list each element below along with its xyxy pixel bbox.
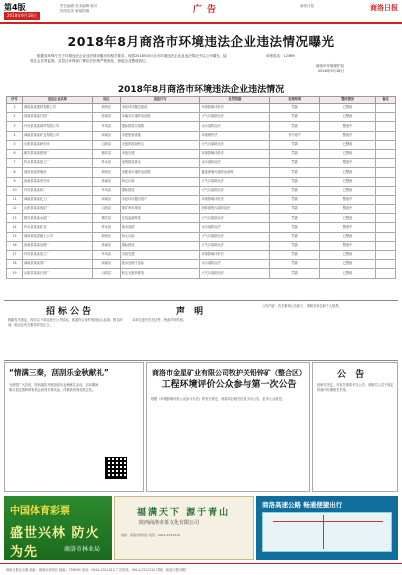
table-cell: 已整改 [320, 149, 376, 158]
tea-banner-line3: 地址：商洛市商州区 电话：0914-2312312 [121, 533, 181, 537]
table-cell: 11 [7, 195, 23, 204]
table-cell: 丹凤县 [92, 122, 120, 131]
table-cell: 已整改 [320, 186, 376, 195]
table-cell: 柞水县某某矿业 [22, 223, 92, 232]
table-cell: 17 [7, 251, 23, 260]
table-cell: 未落实污染防治设施 [120, 113, 200, 122]
table-cell: 整改中 [320, 241, 376, 250]
header-meta-line1: 责任编辑 美术编辑 校对 [60, 4, 98, 8]
table-cell: 10 [7, 186, 23, 195]
table-header-row [7, 97, 396, 104]
table-cell: 罚款 [270, 269, 320, 278]
table-cell: 山阳县 [92, 269, 120, 278]
table-cell: 洛南县某某石料厂 [22, 113, 92, 122]
table-cell: 商南县 [92, 195, 120, 204]
table-cell: 丹凤县某某加工厂 [22, 251, 92, 260]
col-header: 备注 [376, 97, 396, 104]
public-notice [312, 362, 398, 492]
table-cell: 大气污染防治法 [200, 214, 270, 223]
table-cell: 洛南县 [92, 113, 120, 122]
table-cell: 整改中 [320, 205, 376, 214]
right-notice-text: 公告内容：有关事项公告如下，请相关单位和个人知悉。 [262, 304, 342, 308]
table-cell: 2 [7, 113, 23, 122]
table-cell [376, 149, 396, 158]
table-cell [376, 104, 396, 113]
table-cell: 镇安县某某水泥厂 [22, 214, 92, 223]
newspaper-logo: 商洛日报 [370, 3, 398, 12]
table-cell: 柞水县 [92, 223, 120, 232]
divider [4, 360, 398, 361]
page-header [0, 0, 402, 24]
lottery-ad [4, 362, 144, 492]
col-header: 处罚依据 [200, 97, 270, 104]
table-cell: 19 [7, 269, 23, 278]
table-cell: 商洛某某养殖场 [22, 168, 92, 177]
table-cell [376, 186, 396, 195]
table-cell: 镇安县某某建材厂 [22, 149, 92, 158]
table-cell: 已整改 [320, 168, 376, 177]
table-cell: 未批先建 [120, 251, 200, 260]
page-footer: 商洛日报社出版 地址：商洛市商州区 邮编：726000 电话：0914-2312312 广告热线：0914-2312312 印刷：商洛日报印刷厂 [0, 563, 402, 575]
col-header: 整改情况 [320, 97, 376, 104]
table-cell: 超标排放 [120, 186, 200, 195]
table-cell: 镇安县 [92, 149, 120, 158]
table-cell: 商南县某某化工厂 [22, 195, 92, 204]
table-cell: 环境影响评价法 [200, 149, 270, 158]
col-header: 违法行为 [120, 97, 200, 104]
main-title: 2018年8月商洛市环境违法企业违法情况曝光 [67, 34, 335, 49]
col-header: 违法企业名称 [22, 97, 92, 104]
table-cell: 商南县某某矿业有限公司 [22, 131, 92, 140]
table-cell [376, 177, 396, 186]
environment-notice-title-line2: 工程环境评价公众参与第一次公告 [161, 380, 297, 390]
forest-fire-banner [4, 496, 112, 560]
section-label: 广 告 [192, 5, 218, 15]
violations-table [6, 96, 396, 279]
table-cell [376, 131, 396, 140]
table-cell: 已整改 [320, 232, 376, 241]
table-cell: 13 [7, 214, 23, 223]
table-cell: 未经环评擅自投产 [120, 195, 200, 204]
table-cell: 扬尘污染 [120, 232, 200, 241]
table-cell: 山阳县某某砂石场 [22, 140, 92, 149]
table-cell: 丹凤县某某砖厂 [22, 186, 92, 195]
table-cell: 罚款 [270, 159, 320, 168]
table-row [7, 269, 396, 278]
table-cell: 畜禽养殖污染防治条例 [200, 168, 270, 177]
table-cell: 罚款 [270, 122, 320, 131]
table-cell: 整改中 [320, 195, 376, 204]
table-cell: 水污染防治法 [200, 260, 270, 269]
table-cell: 5 [7, 140, 23, 149]
table-cell: 14 [7, 223, 23, 232]
intro-right-text: 举报电话：12369 [266, 54, 295, 58]
recruit-text: 根据有关规定，现对以下项目进行公开招标，欢迎符合条件的投标人参加。报名时间、地点及有关事项详见正文。 [8, 318, 123, 327]
table-cell: 大气污染防治法 [200, 113, 270, 122]
table-cell: 罚款 [270, 251, 320, 260]
table-cell: 无组织排放粉尘 [120, 140, 200, 149]
table-cell: 固体废物污染防治法 [200, 205, 270, 214]
table-cell: 水污染防治法 [200, 223, 270, 232]
table-cell: 已整改 [320, 140, 376, 149]
public-notice-text: 经研究决定，对有关事项予以公告，请相关人员于规定时间内办理相关手续。 [317, 383, 394, 392]
col-header: 序号 [7, 97, 23, 104]
page-number: 第4版 [4, 3, 26, 12]
table-cell: 扬尘污染 [120, 177, 200, 186]
table-cell: 已整改 [320, 269, 376, 278]
table-cell: 罚款 [270, 113, 320, 122]
table-cell: 废水处理不达标 [120, 260, 200, 269]
table-cell: 罚款 [270, 195, 320, 204]
table-cell [376, 214, 396, 223]
table-cell [376, 195, 396, 204]
tea-banner-line1: 福满天下 源于青山 [137, 508, 231, 518]
table-cell [376, 223, 396, 232]
table-cell: 已整改 [320, 260, 376, 269]
intro-text: 根据省环保厅关于环境违法企业违法情况曝光的相关要求，现将2018年8月全市环境违法企业及违法情况予以公开曝光，接受社会各界监督。各县区环保部门要依法依规严格查处，督促企业整改到位。 [30, 54, 227, 63]
signature-date: 2018年9月18日 [317, 69, 344, 73]
environment-notice-text: 根据《环境影响评价公众参与办法》的有关规定，现将项目相关信息予以公告，征求公众意见。 [151, 397, 285, 401]
table-row [7, 186, 396, 195]
table-cell: 罚款 [270, 232, 320, 241]
table-cell: 未批先建 [120, 149, 200, 158]
table-cell: 环境影响评价法 [200, 195, 270, 204]
table-row [7, 195, 396, 204]
table-cell: 未建配套设施 [120, 131, 200, 140]
col-header: 县区 [92, 97, 120, 104]
table-cell: 丹凤县某某商贸有限公司 [22, 122, 92, 131]
table-cell: 商州区 [92, 232, 120, 241]
table-cell [376, 241, 396, 250]
table-cell: 柞水县某某加工厂 [22, 159, 92, 168]
table-cell: 洛南县某某采石场 [22, 177, 92, 186]
highway-banner [256, 496, 398, 560]
table-cell: 7 [7, 159, 23, 168]
header-meta [60, 4, 97, 14]
signature [316, 64, 344, 74]
table-cell: 洛南县 [92, 177, 120, 186]
table-cell: 洛南县 [92, 241, 120, 250]
qr-code-icon [105, 457, 127, 479]
table-cell: 商州区 [92, 104, 120, 113]
table-row [7, 149, 396, 158]
table-cell: 4 [7, 131, 23, 140]
table-cell: 大气污染防治法 [200, 177, 270, 186]
table-cell: 大气污染防治法 [200, 140, 270, 149]
header-meta-line2: 热线电话 新闻投稿 [60, 9, 90, 13]
table-cell: 环境影响评价法 [200, 104, 270, 113]
table-cell [376, 205, 396, 214]
table-cell: 3 [7, 122, 23, 131]
table-row [7, 251, 396, 260]
table-row [7, 214, 396, 223]
table-cell: 整改中 [320, 122, 376, 131]
table-cell: 已整改 [320, 177, 376, 186]
table-cell [376, 232, 396, 241]
statement-text: 本单位遗失有关证件，特此声明作废。 [132, 318, 187, 322]
table-cell: 罚款 [270, 104, 320, 113]
table-cell: 整改中 [320, 223, 376, 232]
environment-notice-title [149, 367, 309, 391]
table-row [7, 104, 396, 113]
table-cell: 超标排放污染物 [120, 122, 200, 131]
table-cell: 环境影响评价法 [200, 251, 270, 260]
table-cell [376, 168, 396, 177]
table-cell: 大气污染防治法 [200, 232, 270, 241]
table-cell: 商洛某某建材有限公司 [22, 104, 92, 113]
table-cell: 16 [7, 241, 23, 250]
table-row [7, 140, 396, 149]
signature-org: 商洛市环境保护局 [316, 64, 344, 68]
table-row [7, 168, 396, 177]
table-cell: 丹凤县 [92, 251, 120, 260]
table-cell: 商南县 [92, 131, 120, 140]
table-cell: 18 [7, 260, 23, 269]
table-cell: 15 [7, 232, 23, 241]
lottery-ad-text: 为回馈广大彩民，陕西福彩开展刮刮乐金秋献礼活动，活动期间购买指定票种即有机会获得丰厚奖品，详情请咨询各投注站。 [9, 383, 99, 392]
table-cell: 整改中 [320, 131, 376, 140]
table-row [7, 241, 396, 250]
table-cell: 9 [7, 177, 23, 186]
table-cell: 废水直排 [120, 223, 200, 232]
table-cell: 罚款 [270, 205, 320, 214]
table-cell: 违规排放废水 [120, 159, 200, 168]
page-date: 2018年9月18日 [4, 12, 40, 20]
table-cell: 12 [7, 205, 23, 214]
table-cell: 大气污染防治法 [200, 241, 270, 250]
table-cell: 罚款 [270, 177, 320, 186]
table-cell: 大气污染防治法 [200, 186, 270, 195]
tea-banner [114, 496, 254, 560]
table-cell [376, 159, 396, 168]
table-cell: 罚款 [270, 214, 320, 223]
tea-banner-line2: 陕西商洛市茶文化有限公司 [139, 520, 200, 526]
table-cell: 罚款 [270, 186, 320, 195]
table-cell: 未经环评擅自建设 [120, 104, 200, 113]
table-cell: 6 [7, 149, 23, 158]
table-row [7, 177, 396, 186]
table-cell: 大气污染防治法 [200, 269, 270, 278]
table-cell [376, 122, 396, 131]
table-title: 2018年8月商洛市环境违法企业违法情况 [117, 85, 285, 95]
table-cell: 水污染防治法 [200, 122, 270, 131]
table-cell: 商南县某某茶厂 [22, 260, 92, 269]
table-cell: 尾矿库未规范 [120, 205, 200, 214]
table-cell: 山阳县某某石材厂 [22, 269, 92, 278]
table-cell: 罚款 [270, 223, 320, 232]
table-cell: 商南县 [92, 260, 120, 269]
forest-banner-line3: 商洛市林业局 [64, 546, 101, 553]
table-cell: 镇安县 [92, 214, 120, 223]
table-row [7, 205, 396, 214]
table-cell: 未配套污染防治设施 [120, 168, 200, 177]
table-cell: 罚款 [270, 149, 320, 158]
table-cell: 罚款 [270, 241, 320, 250]
table-cell: 罚款 [270, 168, 320, 177]
table-cell [376, 260, 396, 269]
table-cell [376, 140, 396, 149]
table-cell: 商洛某某混凝土公司 [22, 232, 92, 241]
table-cell: 山阳县 [92, 205, 120, 214]
table-cell: 商州区 [92, 168, 120, 177]
table-cell: 已整改 [320, 214, 376, 223]
table-row [7, 260, 396, 269]
table-cell: 已整改 [320, 104, 376, 113]
table-cell [376, 113, 396, 122]
forest-banner-line2: 盛世兴林 防火为先 [10, 526, 100, 560]
map-icon [262, 512, 392, 552]
table-row [7, 223, 396, 232]
forest-banner-line1: 中国体育彩票 [10, 506, 70, 517]
divider [4, 300, 398, 301]
table-cell: 罚款 [270, 260, 320, 269]
header-right-meta: 商洛日报 [300, 4, 314, 8]
table-cell: 洛南县某某冶炼厂 [22, 241, 92, 250]
table-row [7, 122, 396, 131]
table-row [7, 159, 396, 168]
table-cell: 已整改 [320, 113, 376, 122]
table-cell: 粉尘无组织排放 [120, 269, 200, 278]
table-cell: 超标排放 [120, 241, 200, 250]
table-cell: 水污染防治法 [200, 159, 270, 168]
table-cell [376, 269, 396, 278]
table-cell: 山阳县 [92, 140, 120, 149]
table-row [7, 232, 396, 241]
table-row [7, 113, 396, 122]
statement-title: 声 明 [176, 307, 207, 317]
table-cell: 在线监测异常 [120, 214, 200, 223]
lottery-ad-title: “情满三秦，刮刮乐金秋献礼” [9, 368, 109, 377]
table-cell: 环境保护法 [200, 131, 270, 140]
table-cell: 整改中 [320, 159, 376, 168]
table-row [7, 131, 396, 140]
table-cell: 已整改 [320, 251, 376, 260]
highway-banner-title: 商洛高速公路 畅通便捷出行 [262, 501, 343, 509]
table-cell: 山阳县某某选矿厂 [22, 205, 92, 214]
recruit-title: 招标公告 [46, 307, 95, 317]
col-header: 处理结果 [270, 97, 320, 104]
table-cell: 责令停产 [270, 131, 320, 140]
table-cell [376, 251, 396, 260]
table-cell: 柞水县 [92, 159, 120, 168]
table-cell: 8 [7, 168, 23, 177]
table-cell: 1 [7, 104, 23, 113]
environment-notice [146, 362, 310, 492]
table-cell: 丹凤县 [92, 186, 120, 195]
public-notice-title: 公 告 [337, 370, 368, 380]
environment-notice-title-line1: 商洛市金星矿业有限公司牧护关铅锌矿（整合区） [152, 369, 306, 377]
table-cell: 罚款 [270, 140, 320, 149]
